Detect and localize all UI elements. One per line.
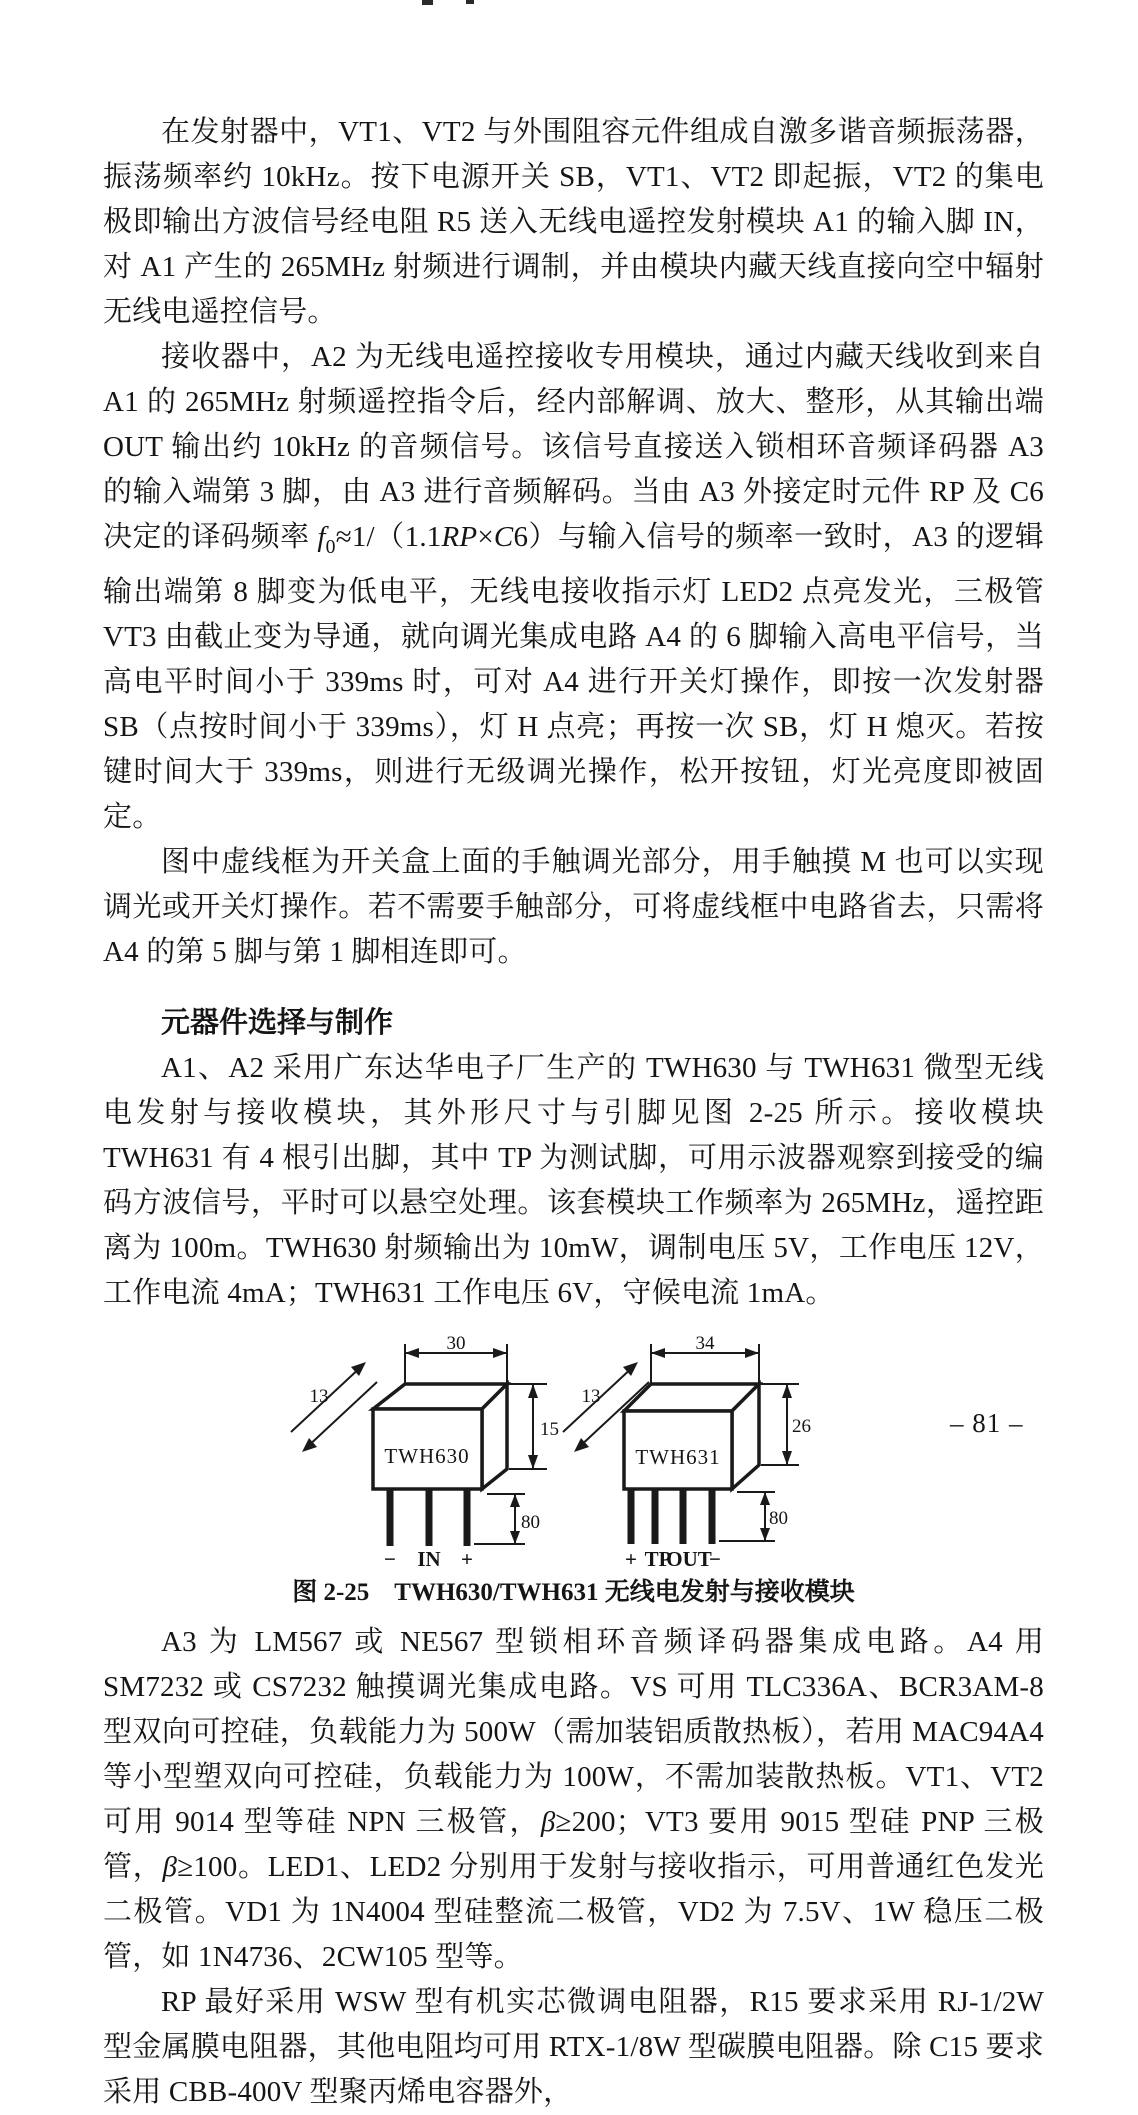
paragraph: 接收器中，A2 为无线电遥控接收专用模块，通过内藏天线收到来自 A1 的 265MHz 射频遥控指令后，经内部解调、放大、整形，从其输出端 OUT 输出约 10kHz 的音频信号。该信号直接送入锁相环音频译码器 A3 的输入端第 3 脚，由 A3 进行音频解码。当由 A3 外接定时元件 RP 及 C6 决定的译码频率 $f_0\approx 1/(1.1RP\times C6)$与输入信号的频率一致时，A3 的逻辑输出端第 8 脚变为低电平，无线电接收指示灯 LED2 点亮发光，三极管 VT3 由截止变为导通，就向调光集成电路 A4 的 6 脚输入高电平信号，当高电平时间小于 339ms 时，可对 A4 进行开关灯操作，即按一次发射器 SB（点按时间小于 339ms），灯 H 点亮；再按一次 SB，灯 H 熄灭。若按键时间大于 339ms，则进行无级调光操作，松开按钮，灯光亮度即被固定。 — [103, 341, 1045, 833]
arrowhead-icon — [782, 1384, 792, 1398]
arrowhead-icon — [528, 1455, 538, 1469]
pin-label-plus: + — [461, 1546, 473, 1571]
dim-depth-label: 13 — [581, 1385, 601, 1407]
pin-label-minus: − — [709, 1546, 721, 1571]
dim-pin-label: 80 — [769, 1507, 788, 1529]
arrowhead-icon — [760, 1528, 770, 1541]
dim-height-label: 26 — [792, 1415, 811, 1437]
figure-2-25 — [103, 1332, 1044, 1608]
twh631-drawing — [563, 1344, 799, 1544]
paragraph: A3 为 LM567 或 NE567 型锁相环音频译码器集成电路。A4 用 SM7232 或 CS7232 触摸调光集成电路。VS 可用 TLC336A、BCR3AM-8 型双向可控硅，负载能力为 500W（需加装铝质散热板），若用 MAC94A4 等小型塑双向可控硅，负载能力为 100W，不需加装散热板。VT1、VT2 可用 9014 型等硅 NPN 三极管，β≥200；VT3 要用 9015 型硅 PNP 三极管，β≥100。LED1、LED2 分别用于发射与接收指示，可用普通红色发光二极管。VD1 为 1N4004 型硅整流二极管，VD2 为 7.5V、1W 稳压二极管，如 1N4736、2CW105 型等。 — [103, 1625, 1044, 1973]
pin-label-tp: TP — [644, 1546, 672, 1571]
module-label-twh630: TWH630 — [384, 1443, 470, 1468]
arrowhead-icon — [405, 1348, 419, 1358]
body-text-lower — [103, 1620, 1044, 2115]
pin-label-plus: + — [625, 1546, 637, 1571]
pin-label-minus: − — [384, 1546, 396, 1571]
dim-height-label: 15 — [540, 1418, 559, 1440]
module-label-twh631: TWH631 — [635, 1444, 721, 1469]
paragraph: A1、A2 采用广东达华电子厂生产的 TWH630 与 TWH631 微型无线电发射与接收模块，其外形尺寸与引脚见图 2-25 所示。接收模块 TWH631 有 4 根引出脚，其中 TP 为测试脚，可用示波器观察到接受的编码方波信号，平时可以悬空处理。该套模块工作频率为 265MHz，遥控距离为 100m。TWH630 射频输出为 10mW，调制电压 5V，工作电压 12V，工作电流 4mA；TWH631 工作电压 6V，守候电流 1mA。 — [103, 1051, 1044, 1309]
module-dimension-drawing — [275, 1332, 865, 1572]
arrowhead-icon — [782, 1451, 792, 1465]
scan-artifact — [466, 0, 474, 4]
arrowhead-icon — [493, 1348, 507, 1358]
paragraph: 在发射器中，VT1、VT2 与外围阻容元件组成自激多谐音频振荡器，振荡频率约 10kHz。按下电源开关 SB，VT1、VT2 即起振，VT2 的集电极即输出方波信号经电阻 R5 送入无线电遥控发射模块 A1 的输入脚 IN，对 A1 产生的 265MHz 射频进行调制，并由模块内藏天线直接向空中辐射无线电遥控信号。 — [103, 116, 1044, 328]
section-heading: 元器件选择与制作 — [161, 1006, 394, 1039]
dim-width-label: 30 — [446, 1332, 466, 1354]
paragraph: 图中虚线框为开关盒上面的手触调光部分，用手触摸 M 也可以实现调光或开关灯操作。若不需要手触部分，可将虚线框中电路省去，只需将 A4 的第 5 脚与第 1 脚相连即可。 — [103, 845, 1044, 968]
arrowhead-icon — [528, 1384, 538, 1398]
arrowhead-icon — [745, 1348, 759, 1358]
pin-label-out: OUT — [666, 1546, 712, 1571]
scan-artifact — [422, 0, 433, 5]
arrowhead-icon — [510, 1531, 520, 1544]
paragraph: RP 最好采用 WSW 型有机实芯微调电阻器，R15 要求采用 RJ-1/2W 型金属膜电阻器，其他电阻均可用 RTX-1/8W 型碳膜电阻器。除 C15 要求采用 CBB-400V 型聚丙烯电容器外， — [103, 1985, 1044, 2108]
arrowhead-icon — [651, 1348, 665, 1358]
pin-label-in: IN — [417, 1546, 441, 1571]
dim-pin-label: 80 — [521, 1511, 540, 1533]
page-number: – 81 – — [950, 1408, 1024, 1438]
page-content — [103, 110, 1044, 2115]
figure-caption: 图 2-25 TWH630/TWH631 无线电发射与接收模块 — [292, 1578, 855, 1606]
body-text-upper — [103, 110, 1044, 1316]
arrowhead-icon — [760, 1492, 770, 1505]
arrowhead-icon — [510, 1494, 520, 1507]
dim-width-label: 34 — [695, 1332, 715, 1354]
dim-depth-label: 13 — [309, 1385, 329, 1407]
